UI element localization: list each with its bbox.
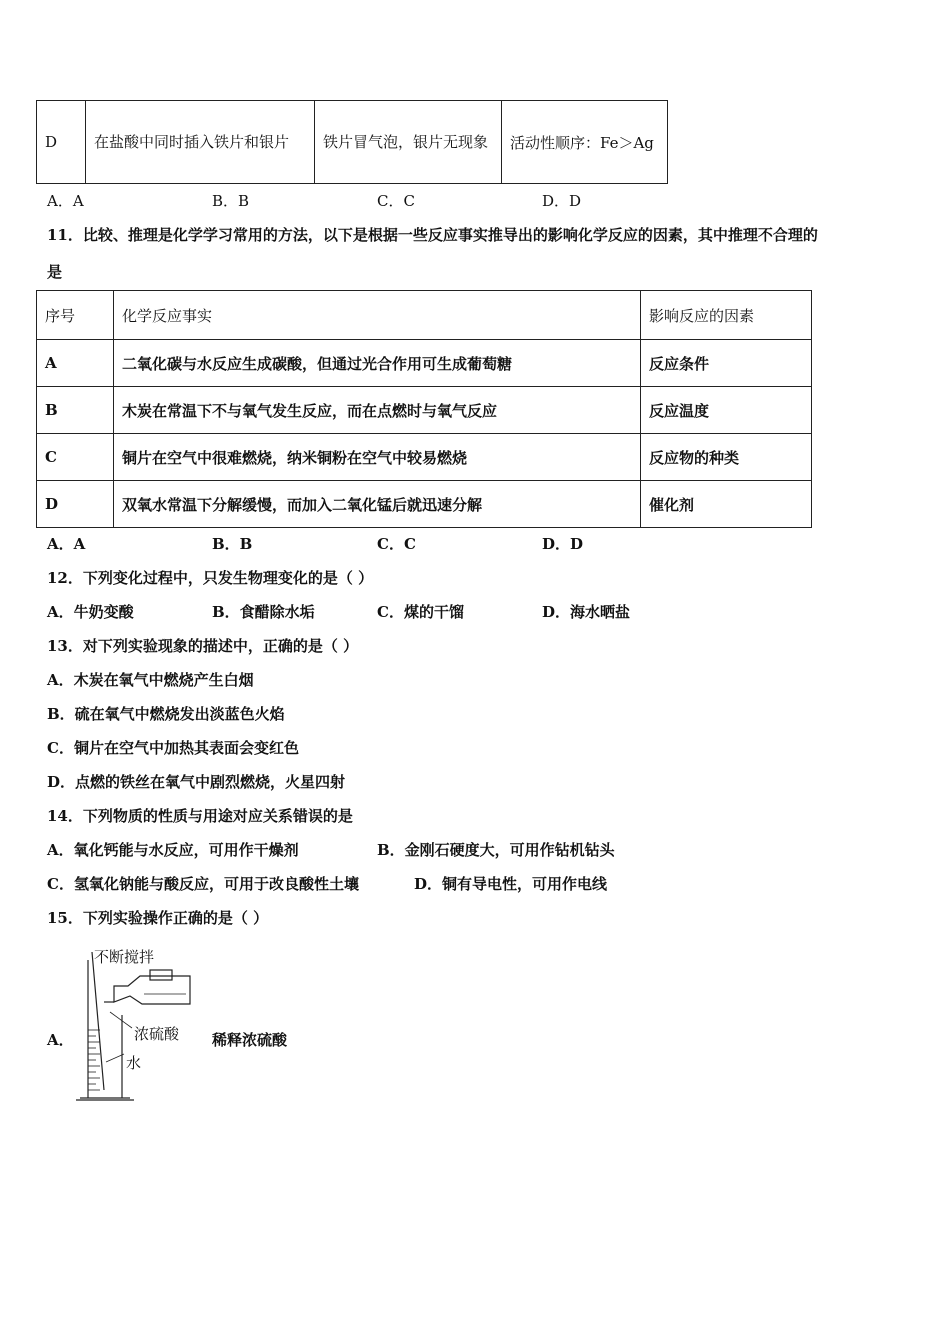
operation-cell: 在盐酸中同时插入铁片和银片 [86,101,315,184]
table-row [37,481,812,528]
row-id: B [37,387,114,434]
row-id: A [37,340,114,387]
q14-stem: 14．下列物质的性质与用途对应关系错误的是 [47,807,353,825]
q11-option-b: B．B [212,535,253,553]
header-id: 序号 [37,291,114,340]
phenomenon-cell: 铁片冒气泡，银片无现象 [315,101,502,184]
graduation-marks [88,1030,100,1090]
q13-stem: 13．对下列实验现象的描述中，正确的是（ ） [47,637,359,655]
q12-option-d: D．海水晒盐 [542,603,631,621]
q10-option-d: D．D [542,192,582,210]
q10-option-a: A．A [47,192,84,210]
q14-option-c: C．氢氧化钠能与酸反应，可用于改良酸性土壤 [47,875,359,893]
q11-stem-line1: 11．比较、推理是化学学习常用的方法，以下是根据一些反应事实推导出的影响化学反应的因素，其中推理不合理的 [47,226,818,244]
table-q10 [36,100,668,184]
table-row [37,340,812,387]
label-stir: 不断搅拌 [94,948,155,966]
glass-rod [92,952,104,1090]
q14-option-d: D．铜有导电性，可用作电线 [414,875,608,893]
row-fact: 二氧化碳与水反应生成碳酸，但通过光合作用可生成葡萄糖 [114,340,641,387]
q14-option-a: A．氧化钙能与水反应，可用作干燥剂 [47,841,299,859]
q14-option-b: B．金刚石硬度大，可用作钻机钻头 [377,841,615,859]
header-fact: 化学反应事实 [114,291,641,340]
q12-stem: 12．下列变化过程中，只发生物理变化的是（ ） [47,569,374,587]
row-factor: 催化剂 [641,481,812,528]
row-factor: 反应温度 [641,387,812,434]
q13-option-b: B．硫在氧气中燃烧发出淡蓝色火焰 [47,705,285,723]
row-fact: 双氧水常温下分解缓慢，而加入二氧化锰后就迅速分解 [114,481,641,528]
q10-option-c: C．C [377,192,415,210]
q12-option-b: B．食醋除水垢 [212,603,315,621]
row-factor: 反应物的种类 [641,434,812,481]
row-fact: 木炭在常温下不与氧气发生反应，而在点燃时与氧气反应 [114,387,641,434]
q11-stem-line2: 是 [47,263,63,281]
table-header-row [37,291,812,340]
q12-option-c: C．煤的干馏 [377,603,464,621]
q15-stem: 15．下列实验操作正确的是（ ） [47,909,269,927]
q11-option-a: A．A [47,535,86,553]
q13-option-a: A．木炭在氧气中燃烧产生白烟 [47,671,254,689]
row-fact: 铜片在空气中很难燃烧，纳米铜粉在空气中较易燃烧 [114,434,641,481]
table-row [37,101,668,184]
bottle-label [150,970,172,980]
header-factor: 影响反应的因素 [641,291,812,340]
label-acid: 浓硫酸 [134,1025,180,1043]
table-row [37,387,812,434]
label-water: 水 [126,1054,142,1072]
row-factor: 反应条件 [641,340,812,387]
q11-option-d: D．D [542,535,584,553]
table-row [37,434,812,481]
q15-option-a-caption: 稀释浓硫酸 [212,1031,288,1049]
row-label: D [37,101,86,184]
q15-option-a-label: A． [47,1031,74,1049]
q12-option-a: A．牛奶变酸 [47,603,134,621]
row-id: C [37,434,114,481]
q13-option-c: C．铜片在空气中加热其表面会变红色 [47,739,299,757]
row-id: D [37,481,114,528]
q10-option-b: B．B [212,192,250,210]
table-q11 [36,290,812,528]
conclusion-cell: 活动性顺序：Fe＞Ag [502,101,668,184]
q13-option-d: D．点燃的铁丝在氧气中剧烈燃烧，火星四射 [47,773,346,791]
dilution-diagram [70,940,210,1108]
q11-option-c: C．C [377,535,416,553]
